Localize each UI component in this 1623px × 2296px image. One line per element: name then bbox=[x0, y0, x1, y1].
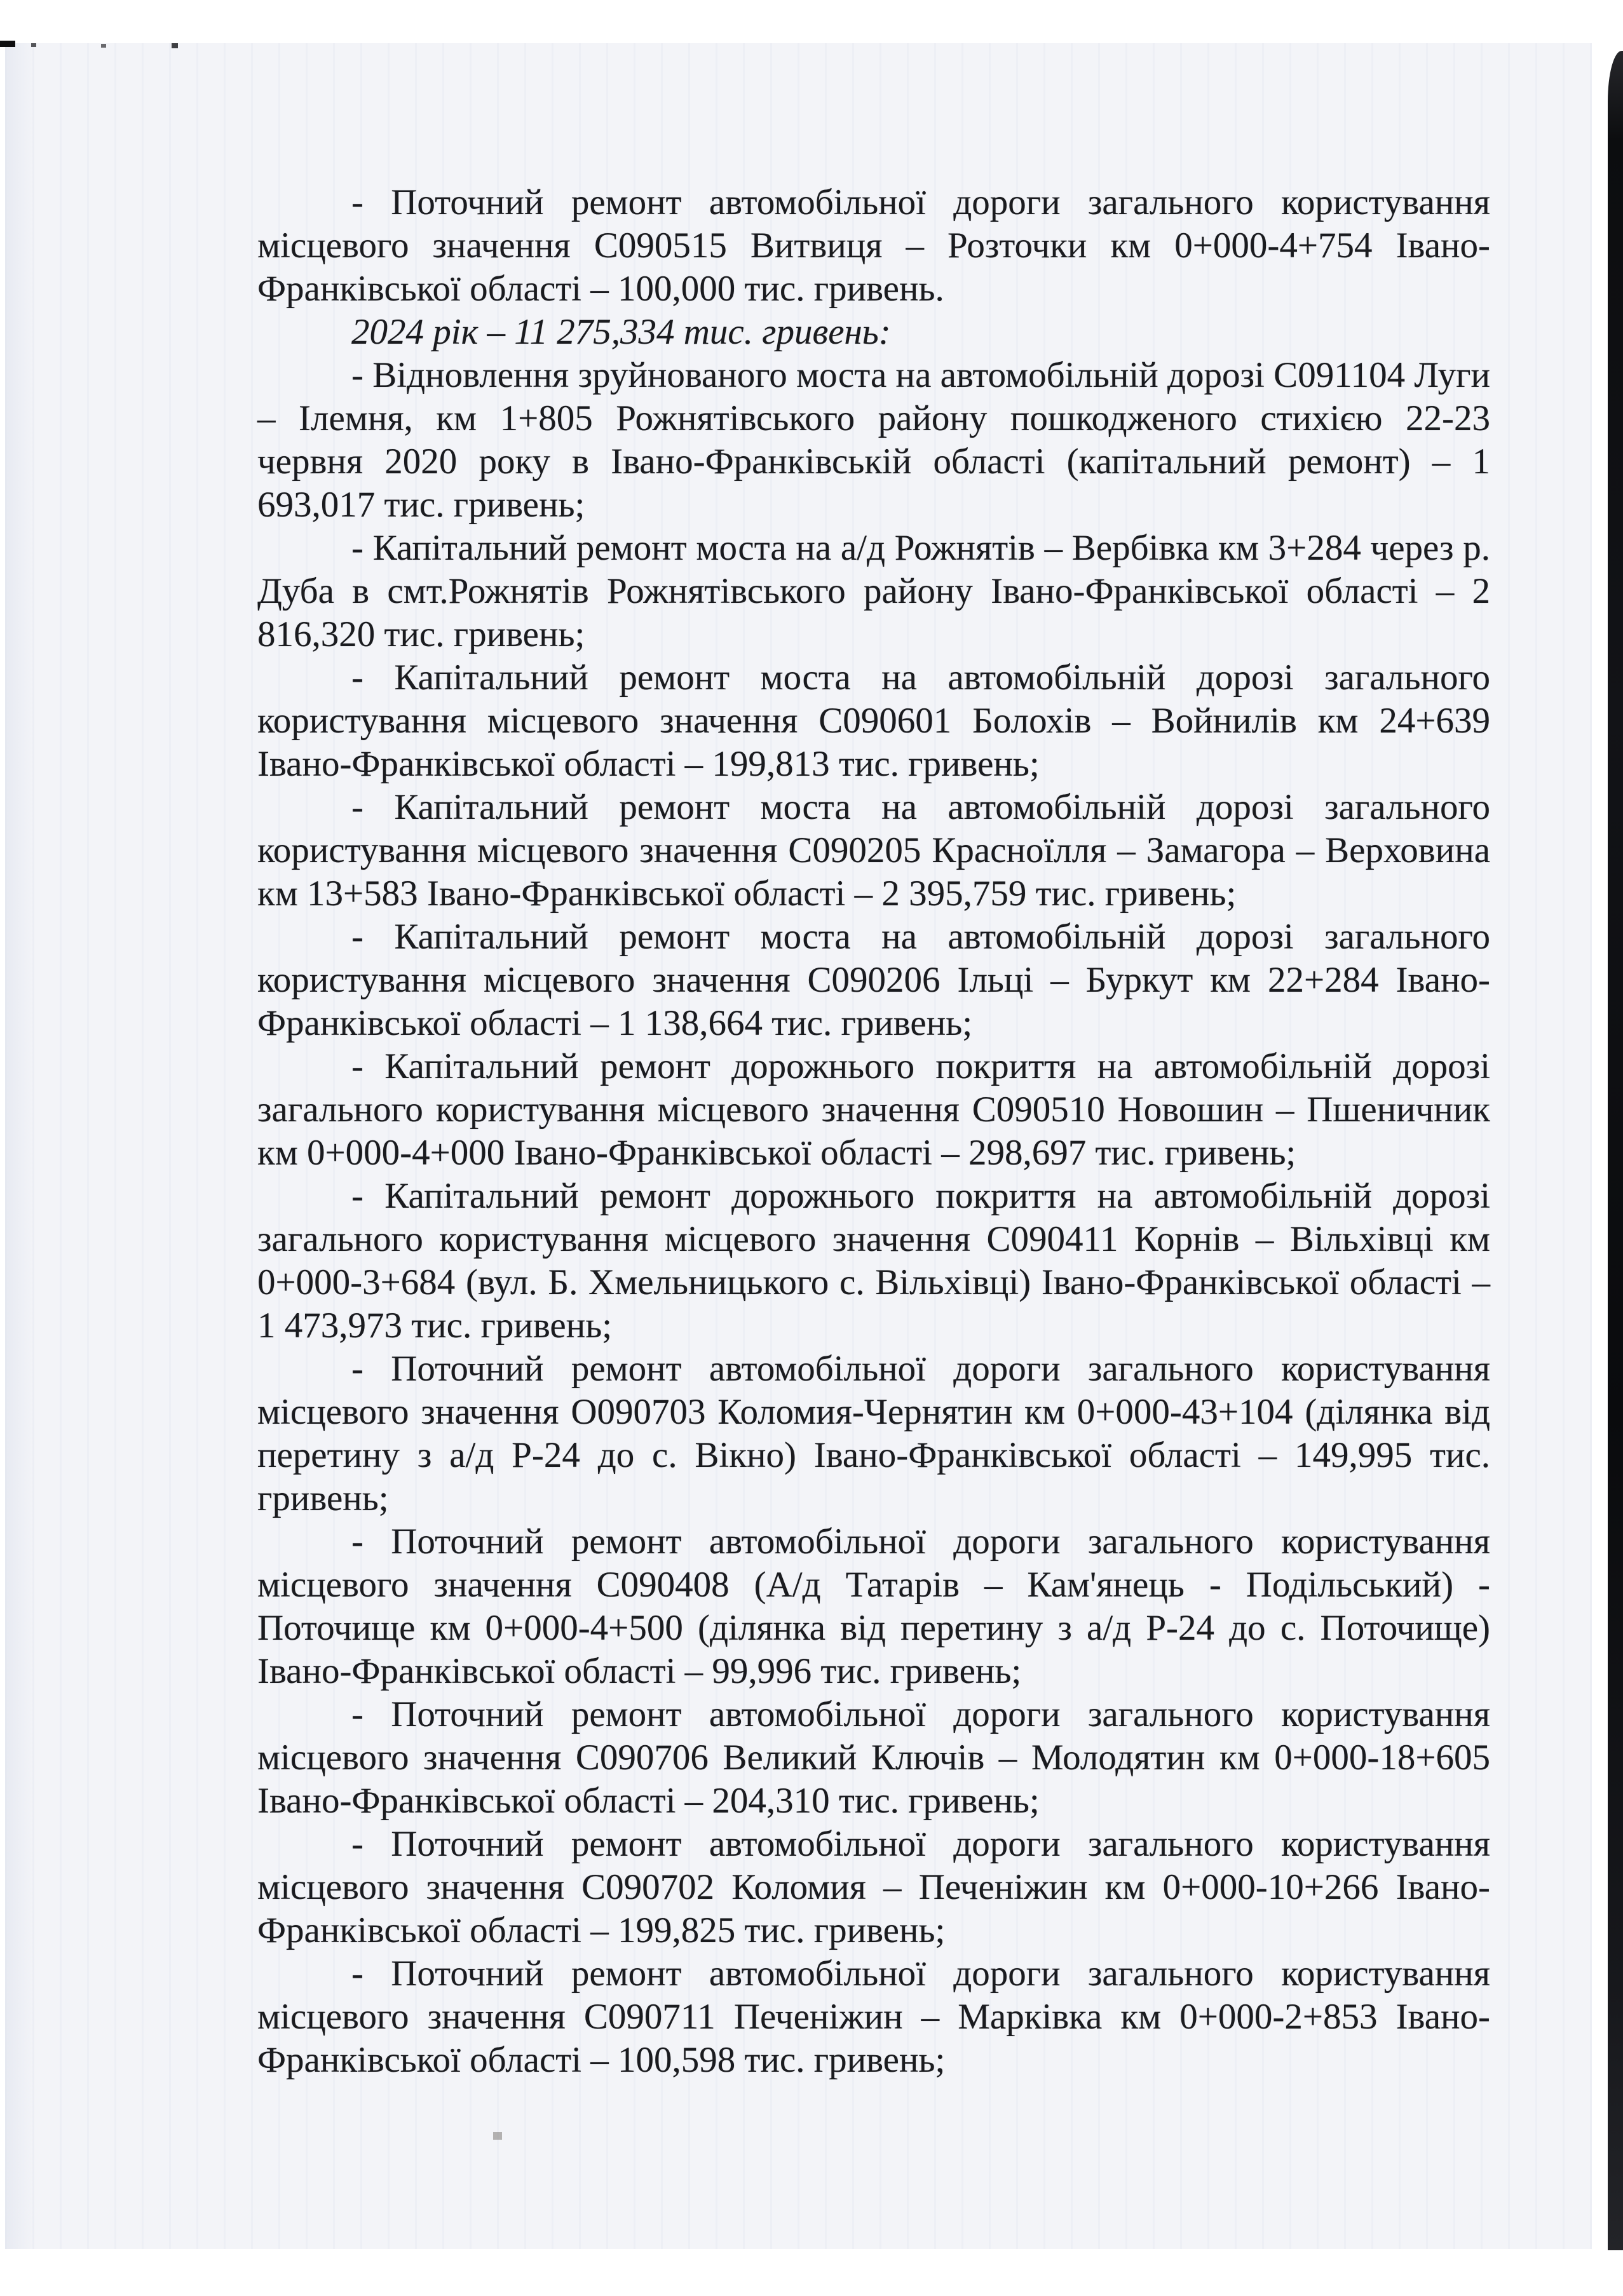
document-paragraph: - Поточний ремонт автомобільної дороги загального користування місцевого значення С090702 Коломия – Печеніжин км 0+000-10+266 Івано-Франківської області – 199,825 тис. гривень; bbox=[257, 1824, 1490, 1950]
scanned-page bbox=[5, 43, 1592, 2249]
document-paragraph: - Поточний ремонт автомобільної дороги загального користування місцевого значення С090706 Великий Ключів – Молодятин км 0+000-18+605 Івано-Франківської області – 204,310 тис. гривень; bbox=[257, 1694, 1490, 1821]
document-paragraph: 2024 рік – 11 275,334 тис. гривень: bbox=[351, 312, 891, 352]
document-paragraph: - Капітальний ремонт моста на автомобільній дорозі загального користування місцевого значення С090206 Ільці – Буркут км 22+284 Івано-Франківської області – 1 138,664 тис. гривень; bbox=[257, 917, 1490, 1043]
document-paragraph: - Капітальний ремонт моста на автомобільній дорозі загального користування місцевого значення С090601 Болохів – Войнилів км 24+639 Івано-Франківської області – 199,813 тис. гривень; bbox=[257, 658, 1490, 784]
document-paragraph: - Капітальний ремонт дорожнього покриття на автомобільній дорозі загального користування місцевого значення С090411 Корнів – Вільхівці км 0+000-3+684 (вул. Б. Хмельницького с. Вільхівці) Івано-Франківської області – 1 473,973 тис. гривень; bbox=[257, 1176, 1490, 1346]
scanner-edge-shadow bbox=[1608, 51, 1623, 2250]
document-paragraph: - Капітальний ремонт моста на а/д Рожнятів – Вербівка км 3+284 через р. Дуба в смт.Рожнятів Рожнятівського району Івано-Франківської області – 2 816,320 тис. гривень; bbox=[257, 528, 1490, 654]
document-paragraph: - Капітальний ремонт моста на автомобільній дорозі загального користування місцевого значення С090205 Красноїлля – Замагора – Верховина км 13+583 Івано-Франківської області – 2 395,759 тис. гривень; bbox=[257, 787, 1490, 914]
scan-corner-mark bbox=[0, 41, 15, 47]
document-text bbox=[257, 181, 1490, 2082]
document-paragraph: - Поточний ремонт автомобільної дороги загального користування місцевого значення О090703 Коломия-Чернятин км 0+000-43+104 (ділянка від перетину з а/д Р-24 до с. Вікно) Івано-Франківської області – 149,995 тис. гривень; bbox=[257, 1349, 1490, 1518]
document-paragraph: - Капітальний ремонт дорожнього покриття на автомобільній дорозі загального користування місцевого значення С090510 Новошин – Пшеничник км 0+000-4+000 Івано-Франківської області – 298,697 тис. гривень; bbox=[257, 1046, 1490, 1173]
document-paragraph: - Поточний ремонт автомобільної дороги загального користування місцевого значення С090515 Витвиця – Розточки км 0+000-4+754 Івано-Франківської області – 100,000 тис. гривень. bbox=[257, 182, 1490, 309]
document-paragraph: - Поточний ремонт автомобільної дороги загального користування місцевого значення С090408 (А/д Татарів – Кам'янець - Подільський) - Поточище км 0+000-4+500 (ділянка від перетину з а/д Р-24 до с. Поточище) Івано-Франківської області – 99,996 тис. гривень; bbox=[257, 1522, 1490, 1691]
document-paragraph: - Відновлення зруйнованого моста на автомобільній дорозі С091104 Луги – Ілемня, км 1+805 Рожнятівського району пошкодженого стихією 22-23 червня 2020 року в Івано-Франківській області (капітальний ремонт) – 1 693,017 тис. гривень; bbox=[257, 355, 1490, 525]
document-paragraph: - Поточний ремонт автомобільної дороги загального користування місцевого значення С090711 Печеніжин – Марківка км 0+000-2+853 Івано-Франківської області – 100,598 тис. гривень; bbox=[257, 1954, 1490, 2080]
